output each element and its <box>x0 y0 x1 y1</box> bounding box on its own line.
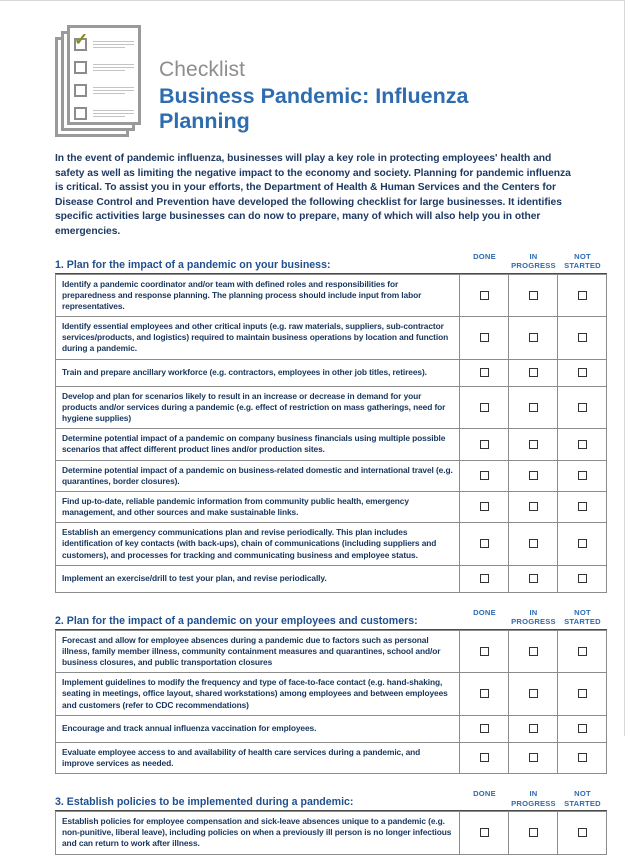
checkbox-cell-in-progress[interactable] <box>509 630 558 673</box>
document-header <box>55 23 607 143</box>
checkbox-in-progress[interactable] <box>529 440 538 449</box>
icon-checkbox <box>74 61 87 74</box>
checkbox-not-started[interactable] <box>578 368 587 377</box>
table-row <box>56 630 607 673</box>
column-header-done <box>460 608 509 628</box>
column-header-line: DONE <box>473 607 496 617</box>
column-header-line: DONE <box>473 251 496 261</box>
table-row <box>56 274 607 317</box>
checkbox-done[interactable] <box>480 724 489 733</box>
icon-checklist-rows <box>67 25 141 125</box>
checklist-sections <box>55 252 607 855</box>
checkbox-cell-not-started[interactable] <box>558 429 607 460</box>
icon-text-lines <box>93 87 134 94</box>
checkbox-cell-not-started[interactable] <box>558 630 607 673</box>
checkbox-done[interactable] <box>480 574 489 583</box>
icon-checkbox <box>74 84 87 97</box>
checkbox-not-started[interactable] <box>578 291 587 300</box>
table-row <box>56 317 607 360</box>
checklist-table <box>55 630 607 774</box>
checkbox-cell-not-started[interactable] <box>558 386 607 429</box>
task-text: Train and prepare ancillary workforce (e.g. contractors, employees in other job titles, retirees). <box>56 359 460 386</box>
icon-checkbox-checked <box>74 30 89 51</box>
task-text: Determine potential impact of a pandemic on business-related domestic and international travel (e.g. quarantines, border closures). <box>56 460 460 491</box>
checkbox-cell-not-started[interactable] <box>558 523 607 566</box>
checkbox-cell-not-started[interactable] <box>558 491 607 522</box>
checkbox-cell-in-progress[interactable] <box>509 460 558 491</box>
column-header-line: IN <box>529 251 538 261</box>
checkbox-done[interactable] <box>480 440 489 449</box>
section-header <box>55 608 607 630</box>
checkbox-cell-done[interactable] <box>460 274 509 317</box>
checkbox-in-progress[interactable] <box>529 368 538 377</box>
checkbox-done[interactable] <box>480 333 489 342</box>
checkbox-cell-not-started[interactable] <box>558 715 607 742</box>
checkbox-cell-done[interactable] <box>460 523 509 566</box>
checkbox-cell-in-progress[interactable] <box>509 812 558 855</box>
checkbox-not-started[interactable] <box>578 471 587 480</box>
checkbox-done[interactable] <box>480 502 489 511</box>
task-text: Implement an exercise/drill to test your plan, and revise periodically. <box>56 565 460 592</box>
checkbox-done[interactable] <box>480 753 489 762</box>
column-header-line: IN <box>529 789 538 799</box>
table-row <box>56 386 607 429</box>
checkbox-in-progress[interactable] <box>529 539 538 548</box>
column-header-in-progress <box>509 252 558 272</box>
column-header-line: PROGRESS <box>511 798 556 808</box>
table-row <box>56 359 607 386</box>
checkbox-in-progress[interactable] <box>529 574 538 583</box>
checkbox-in-progress[interactable] <box>529 471 538 480</box>
checkbox-done[interactable] <box>480 539 489 548</box>
checkbox-not-started[interactable] <box>578 502 587 511</box>
column-header-line: STARTED <box>564 617 601 627</box>
column-headers <box>460 789 607 809</box>
checkbox-in-progress[interactable] <box>529 333 538 342</box>
clipboard-checklist-icon <box>55 25 151 143</box>
checkbox-not-started[interactable] <box>578 689 587 698</box>
checkbox-done[interactable] <box>480 291 489 300</box>
checkbox-in-progress[interactable] <box>529 689 538 698</box>
column-header-line: STARTED <box>564 261 601 271</box>
task-text: Identify essential employees and other critical inputs (e.g. raw materials, suppliers, sub-contractor services/products, and logistics) required to maintain business operations by location and function during a pandemic. <box>56 317 460 360</box>
checkbox-cell-done[interactable] <box>460 460 509 491</box>
checkbox-done[interactable] <box>480 471 489 480</box>
task-text: Identify a pandemic coordinator and/or team with defined roles and responsibilities for preparedness and response planning. The planning process should include input from labor representatives. <box>56 274 460 317</box>
column-header-in-progress <box>509 608 558 628</box>
checkbox-cell-in-progress[interactable] <box>509 491 558 522</box>
checkbox-cell-in-progress[interactable] <box>509 429 558 460</box>
checkbox-cell-done[interactable] <box>460 812 509 855</box>
column-header-line: IN <box>529 607 538 617</box>
table-row <box>56 491 607 522</box>
checkbox-cell-done[interactable] <box>460 429 509 460</box>
icon-text-lines <box>93 64 134 71</box>
checkbox-done[interactable] <box>480 828 489 837</box>
icon-text-lines <box>93 110 134 117</box>
column-header-line: PROGRESS <box>511 261 556 271</box>
icon-text-lines <box>93 41 134 48</box>
column-header-line: STARTED <box>564 798 601 808</box>
column-headers <box>460 252 607 272</box>
table-row <box>56 742 607 773</box>
checkbox-done[interactable] <box>480 368 489 377</box>
icon-row <box>74 105 134 122</box>
checkbox-not-started[interactable] <box>578 753 587 762</box>
checkbox-cell-not-started[interactable] <box>558 565 607 592</box>
task-text: Encourage and track annual influenza vaccination for employees. <box>56 715 460 742</box>
table-row <box>56 523 607 566</box>
table-row <box>56 565 607 592</box>
task-text: Implement guidelines to modify the frequency and type of face-to-face contact (e.g. hand-shaking, seating in meetings, office layout, shared workstations) among employees and between employees and customers (refer to CDC recommendations) <box>56 673 460 716</box>
checklist-section <box>55 252 607 593</box>
section-header <box>55 252 607 274</box>
checkbox-cell-done[interactable] <box>460 630 509 673</box>
checkbox-in-progress[interactable] <box>529 291 538 300</box>
checkbox-cell-not-started[interactable] <box>558 274 607 317</box>
checkbox-in-progress[interactable] <box>529 753 538 762</box>
checkbox-cell-in-progress[interactable] <box>509 359 558 386</box>
checkbox-done[interactable] <box>480 403 489 412</box>
column-header-line: NOT <box>574 607 591 617</box>
checkbox-cell-not-started[interactable] <box>558 317 607 360</box>
check-mark-icon: ✓ <box>74 30 89 49</box>
checkbox-cell-in-progress[interactable] <box>509 742 558 773</box>
document-kicker: Checklist <box>159 58 246 81</box>
checkbox-not-started[interactable] <box>578 403 587 412</box>
checkbox-cell-in-progress[interactable] <box>509 565 558 592</box>
task-text: Evaluate employee access to and availability of health care services during a pandemic, and improve services as needed. <box>56 742 460 773</box>
checkbox-cell-not-started[interactable] <box>558 359 607 386</box>
table-row <box>56 460 607 491</box>
table-row <box>56 812 607 855</box>
checkbox-cell-in-progress[interactable] <box>509 386 558 429</box>
checkbox-cell-done[interactable] <box>460 715 509 742</box>
checkbox-cell-done[interactable] <box>460 386 509 429</box>
section-title: 3. Establish policies to be implemented during a pandemic: <box>55 796 354 809</box>
column-header-line: PROGRESS <box>511 617 556 627</box>
checkbox-in-progress[interactable] <box>529 502 538 511</box>
column-header-not-started <box>558 252 607 272</box>
checkbox-cell-not-started[interactable] <box>558 460 607 491</box>
checkbox-in-progress[interactable] <box>529 828 538 837</box>
task-text: Find up-to-date, reliable pandemic information from community public health, emergency management, and other sources and make sustainable links. <box>56 491 460 522</box>
checkbox-not-started[interactable] <box>578 574 587 583</box>
column-header-in-progress <box>509 789 558 809</box>
icon-row <box>74 30 134 53</box>
checklist-section <box>55 789 607 854</box>
task-text: Determine potential impact of a pandemic on company business financials using multiple possible scenarios that affect different product lines and/or production sites. <box>56 429 460 460</box>
column-header-done <box>460 252 509 272</box>
section-header <box>55 789 607 811</box>
task-text: Forecast and allow for employee absences during a pandemic due to factors such as personal illness, family member illness, community containment measures and quarantines, school and/or business closures, and public transportation closures <box>56 630 460 673</box>
title-block <box>151 23 519 134</box>
checkbox-cell-in-progress[interactable] <box>509 274 558 317</box>
checkbox-done[interactable] <box>480 647 489 656</box>
column-header-line: NOT <box>574 251 591 261</box>
section-title: 2. Plan for the impact of a pandemic on your employees and customers: <box>55 614 418 627</box>
checkbox-cell-in-progress[interactable] <box>509 673 558 716</box>
page-title: Business Pandemic: Influenza Planning <box>159 84 469 134</box>
checkbox-cell-in-progress[interactable] <box>509 523 558 566</box>
column-header-line: DONE <box>473 789 496 799</box>
column-header-not-started <box>558 608 607 628</box>
icon-row <box>74 59 134 76</box>
checkbox-cell-done[interactable] <box>460 317 509 360</box>
checkbox-cell-done[interactable] <box>460 673 509 716</box>
table-row <box>56 715 607 742</box>
checklist-table <box>55 811 607 855</box>
column-headers <box>460 608 607 628</box>
column-header-not-started <box>558 789 607 809</box>
checkbox-cell-not-started[interactable] <box>558 812 607 855</box>
checkbox-cell-not-started[interactable] <box>558 673 607 716</box>
checkbox-not-started[interactable] <box>578 828 587 837</box>
intro-paragraph: In the event of pandemic influenza, businesses will play a key role in protecting employees' health and safety as well as limiting the negative impact to the economy and society. Planning for pandemic influenza is critical. To assist you in your efforts, the Department of Health & Human Services and the Centers for Disease Control and Prevention have developed the following checklist for large businesses. It identifies specific activities large businesses can do now to prepare, many of which will also help you in other emergencies. <box>55 153 571 238</box>
column-header-line: NOT <box>574 789 591 799</box>
checkbox-not-started[interactable] <box>578 333 587 342</box>
checkbox-not-started[interactable] <box>578 440 587 449</box>
checklist-section <box>55 608 607 774</box>
column-header-done <box>460 789 509 809</box>
checkbox-not-started[interactable] <box>578 724 587 733</box>
table-row <box>56 673 607 716</box>
checkbox-in-progress[interactable] <box>529 647 538 656</box>
checkbox-cell-done[interactable] <box>460 359 509 386</box>
checklist-table <box>55 274 607 593</box>
checkbox-cell-in-progress[interactable] <box>509 715 558 742</box>
task-text: Develop and plan for scenarios likely to result in an increase or decrease in demand for your products and/or services during a pandemic (e.g. effect of restriction on mass gatherings, need for hygiene supplies) <box>56 386 460 429</box>
checkbox-done[interactable] <box>480 689 489 698</box>
checkbox-cell-not-started[interactable] <box>558 742 607 773</box>
checkbox-cell-done[interactable] <box>460 742 509 773</box>
checkbox-cell-in-progress[interactable] <box>509 317 558 360</box>
task-text: Establish policies for employee compensation and sick-leave absences unique to a pandemic (e.g. non-punitive, liberal leave), including policies on when a previously ill person is no longer infectious and can return to work after illness. <box>56 812 460 855</box>
task-text: Establish an emergency communications plan and revise periodically. This plan includes identification of key contacts (with back-ups), chain of communications (including suppliers and customers), and processes for tracking and communicating business and employee status. <box>56 523 460 566</box>
checkbox-not-started[interactable] <box>578 539 587 548</box>
checkbox-cell-done[interactable] <box>460 565 509 592</box>
checkbox-in-progress[interactable] <box>529 724 538 733</box>
icon-checkbox <box>74 107 87 120</box>
section-title: 1. Plan for the impact of a pandemic on your business: <box>55 258 331 271</box>
checkbox-not-started[interactable] <box>578 647 587 656</box>
checkbox-cell-done[interactable] <box>460 491 509 522</box>
checkbox-in-progress[interactable] <box>529 403 538 412</box>
table-row <box>56 429 607 460</box>
icon-row <box>74 82 134 99</box>
